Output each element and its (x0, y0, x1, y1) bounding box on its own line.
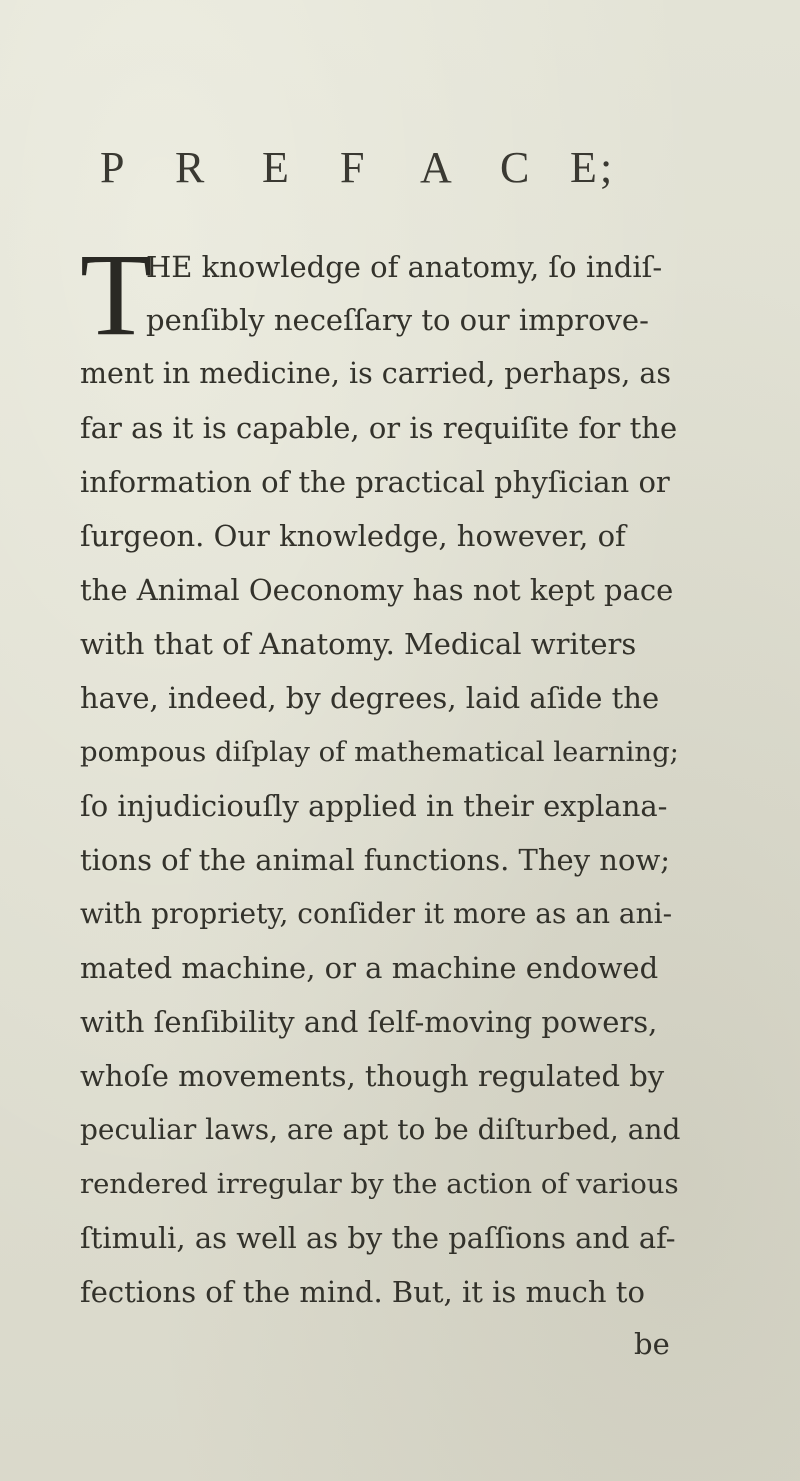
text-line: ſo injudiciouſly applied in their explana- (80, 789, 668, 823)
heading-letter: ; (600, 143, 613, 192)
text-line: with that of Anatomy. Medical writers (80, 627, 637, 661)
text-line: far as it is capable, or is requiſite for the (80, 411, 678, 445)
text-line: HE knowledge of anatomy, ſo indiſ- (146, 250, 663, 284)
text-line: tions of the animal functions. They now; (80, 843, 671, 877)
heading-letter: P (100, 143, 125, 192)
heading-letter: A (420, 143, 452, 192)
text-line: information of the practical phyſician or (80, 465, 670, 499)
heading-letter: F (340, 143, 365, 192)
text-line: penſibly neceſſary to our improve- (146, 303, 649, 337)
text-line: fections of the mind. But, it is much to (80, 1275, 645, 1309)
text-line: have, indeed, by degrees, laid aſide the (80, 681, 660, 715)
drop-cap: T (80, 229, 153, 360)
heading-letter: E (262, 143, 289, 192)
text-line: peculiar laws, are apt to be diſturbed, and (80, 1113, 681, 1146)
heading-letter: R (175, 143, 205, 192)
text-line: ſurgeon. Our knowledge, however, of (80, 519, 626, 553)
text-line: mated machine, or a machine endowed (80, 951, 659, 985)
heading-letter: E (570, 143, 597, 192)
text-line: pompous diſplay of mathematical learning; (80, 736, 679, 768)
text-line: ſtimuli, as well as by the paſſions and af- (80, 1221, 676, 1255)
page-heading (100, 142, 700, 202)
text-line: with ſenſibility and ſelf-moving powers, (80, 1005, 658, 1039)
text-line: with propriety, conſider it more as an ani- (80, 897, 673, 930)
text-line: ment in medicine, is carried, perhaps, as (80, 357, 671, 390)
catchword: be (634, 1327, 670, 1361)
text-line: rendered irregular by the action of various (80, 1168, 679, 1200)
text-line: whoſe movements, though regulated by (80, 1059, 665, 1093)
text-line: the Animal Oeconomy has not kept pace (80, 573, 674, 607)
heading-letter: C (500, 143, 530, 192)
